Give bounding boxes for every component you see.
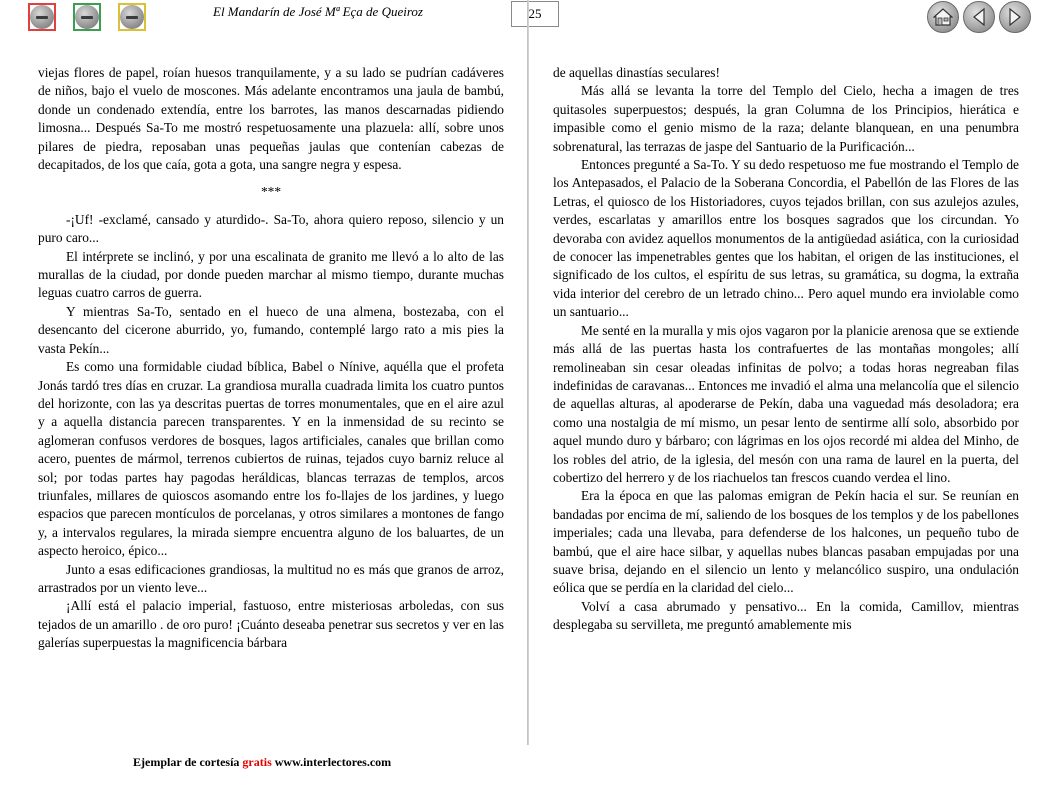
previous-page-icon [970, 7, 988, 27]
paragraph: Era la época en que las palomas emigran de Pekín hacia el sur. Se reunían en bandadas por encima de mí, saliendo de los bosques de los templos y de los pabellones imperiales; cada una llevaba, para defenderse de los halcones, un pequeño tubo de bambú, que el aire hace silbar, y aquellas nubes blancas pasaban empujadas por una suave brisa, dejando en el silencio un lento y melancólico suspiro, una ondulación eólica que se perdía en la claridad del cielo... [553, 488, 1019, 596]
maximize-icon [120, 5, 144, 29]
paragraph: Y mientras Sa-To, sentado en el hueco de una almena, bostezaba, con el desencanto del cicerone aburrido, yo, fumando, contemplé largo rato a mis pies la vasta Pekín... [38, 303, 504, 356]
paragraph: Me senté en la muralla y mis ojos vagaron por la planicie arenosa que se extiende más allá de las puertas hasta los contrafuertes de las montañas mongoles; allí remolineaban sin cesar oleadas infinitas de polvo; a todas horas negreaban filas indefinidas de caravanas... Entonces me invadió el alma una melancolía que el silencio de aquellas alturas, al apoderarse de Pekín, daba una vaguedad más desoladora; era como una nostalgia de mí mismo, un pesar lento de sentirme allí solo, absorbido por aquel mundo duro y bárbaro; con lágrimas en los ojos recordé mi aldea del Minho, de los robles del atrio, de la iglesia, del mesón con una rama de laurel en la puerta, del cobertizo del herrero y de los riachuelos tan frescos cuando verdea el lino. [553, 322, 1019, 485]
page-number-text: 25 [528, 6, 542, 21]
column-divider [527, 0, 529, 745]
paragraph: Es como una formidable ciudad bíblica, Babel o Nínive, aquélla que el profeta Jonás tardó tres días en cruzar. La grandiosa muralla cuadrada limita los cuatro puntos del horizonte, con las ya descritas puertas de torres monumentales, que en el aire azul y a aquella distancia parecen transparentes. Y en la inmensidad de su recinto se aglomeran confusos verdores de bosques, lagos artificiales, canales que brillan como acero, puentes de mármol, terrenos cubiertos de ruinas, tejados cuyo barniz reluce al sol; por todas partes hay pagodas heráldicas, blancas terrazas de templos, arcos triunfales, millares de quioscos asomando entre los fo-llajes de los jardines, y luego espacios que parecen montículos de porcelanas, y otros similares a montones de fango y, a intervalos regulares, la mirada siempre encuentra alguno de los baluartes, de un aspecto heroico, épico... [38, 359, 504, 559]
paragraph: El intérprete se inclinó, y por una escalinata de granito me llevó a lo alto de las murallas de la ciudad, por donde pueden marchar al mismo tiempo, durante muchas leguas cuatro carros de guerra. [38, 248, 504, 301]
section-break: *** [260, 184, 282, 200]
paragraph: ¡Allí está el palacio imperial, fastuoso, entre misteriosas arboledas, con sus tejados de un amarillo . de oro puro! ¡Cuánto deseaba penetrar sus secretos y ver en las galerías superpuestas la magnificencia bárbara [38, 598, 504, 651]
close-button[interactable] [28, 3, 56, 31]
next-page-icon [1006, 7, 1024, 27]
close-icon [30, 5, 54, 29]
minimize-button[interactable] [73, 3, 101, 31]
page-number [511, 1, 559, 27]
maximize-button[interactable] [118, 3, 146, 31]
paragraph: -¡Uf! -exclamé, cansado y aturdido-. Sa-To, ahora quiero reposo, silencio y un puro caro... [38, 211, 504, 246]
footer-link[interactable]: www.interlectores.com [271, 755, 392, 769]
next-page-button[interactable] [999, 1, 1031, 33]
right-text-column [553, 64, 1019, 635]
paragraph: Volví a casa abrumado y pensativo... En la comida, Camillov, mientras desplegaba su servilleta, me preguntó amablemente mis [553, 598, 1019, 633]
paragraph: de aquellas dinastías seculares! [553, 65, 720, 80]
footer [133, 755, 391, 770]
footer-prefix: Ejemplar de cortesía [133, 755, 243, 769]
previous-page-button[interactable] [963, 1, 995, 33]
home-icon [933, 8, 953, 26]
paragraph: Más allá se levanta la torre del Templo del Cielo, hecha a imagen de tres quitasoles superpuestos; después, la gran Columna de los Principios, hierática e impasible como el genio mismo de la raza; delante blanquean, en una penumbra sobrenatural, las terrazas de jaspe del Santuario de la Purificación... [553, 83, 1019, 154]
minimize-icon [75, 5, 99, 29]
paragraph: Junto a esas edificaciones grandiosas, la multitud no es más que granos de arroz, arrastrados por un viento leve... [38, 561, 504, 595]
book-title: El Mandarín de José Mª Eça de Queiroz [213, 4, 423, 19]
paragraph: Entonces pregunté a Sa-To. Y su dedo respetuoso me fue mostrando el Templo de los Antepasados, el Palacio de la Soberana Concordia, el Pabellón de las Flores de las Letras, el quiosco de los Historiadores, cuyos tejados brillan, con sus azulejos azules, verdes, escarlatas y amarillos entre los bosques sagrados que los circundan. Yo devoraba con avidez aquellos monumentos de la antigüedad asiática, con la curiosidad de conocer las impenetrables gentes que los habitan, el origen de las instituciones, el significado de los cultos, el espíritu de sus letras, su gramática, su dogma, la extraña vida interior del cerebro de un letrado chino... Pero aquel mundo era inviolable como un santuario... [553, 157, 1019, 320]
footer-highlight: gratis [242, 755, 272, 769]
home-button[interactable] [927, 1, 959, 33]
paragraph: viejas flores de papel, roían huesos tranquilamente, y a su lado se pudrían cadáveres de niños, bajo el vuelo de moscones. Más adelante encontramos una jaula de bambú, donde un condenado extendía, entre los barrotes, las manos descarnadas pidiendo limosna... Después Sa-To me mostró respetuosamente una plazuela: allí, sobre unos pilares de piedra, reposaban unas pequeñas jaulas que contenían cabezas de decapitados, de los que caía, gota a gota, una sangre negra y espesa. [38, 65, 504, 173]
left-text-column [38, 64, 504, 653]
